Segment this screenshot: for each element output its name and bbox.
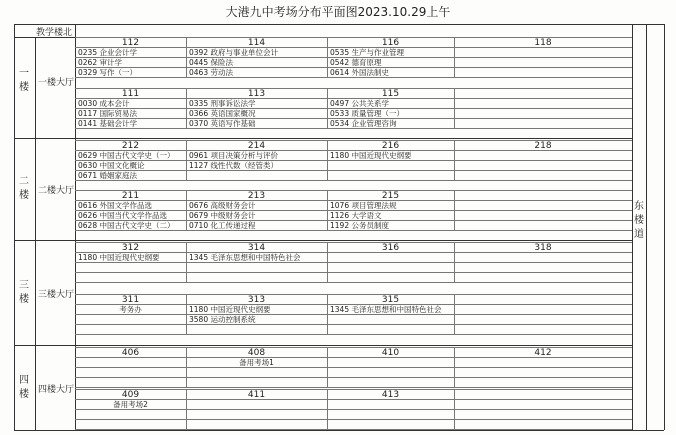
floor-col-line [35,37,36,430]
room-number: 212 [121,141,140,151]
floor-label: 二楼 [19,176,29,201]
floor-label: 一楼 [19,68,29,93]
room-number: 411 [247,389,266,400]
exam-subject: 0463 劳动法 [189,68,233,77]
hall-label: 三楼大厅 [38,289,75,300]
row-line [75,230,632,231]
exam-subject: 0542 德育原理 [330,58,382,67]
exam-subject: 0614 外国法制史 [330,68,389,77]
room-number: 312 [121,243,140,253]
exam-subject: 0235 企业会计学 [78,48,137,57]
room-number: 111 [121,88,140,99]
floor-separator [14,240,632,241]
row-line [75,419,632,420]
row-line [75,262,632,263]
row-line [75,160,632,161]
exam-subject: 0961 项目决策分析与评价 [189,151,278,160]
room-number: 115 [381,88,400,99]
exam-subject: 0628 中国古代文学史（二） [78,221,175,230]
floor-separator [14,138,632,139]
exam-subject: 1192 公务员制度 [330,221,389,230]
exam-subject: 0262 审计学 [78,58,122,67]
exam-subject: 0366 英语国家概况 [189,108,256,118]
room-number: 406 [121,348,140,358]
room-number: 412 [534,348,552,358]
exam-subject: 1180 中国近现代史纲要 [78,253,160,262]
exam-subject: 0534 企业管理咨询 [330,118,397,128]
room-number: 114 [247,38,266,48]
corridor-right-line [646,24,647,430]
room-number: 211 [121,191,140,201]
exam-subject: 1180 中国近现代史纲要 [330,151,412,160]
exam-subject: 0141 基础会计学 [78,118,137,128]
hall-col-line [75,24,76,430]
exam-subject: 1127 线性代数（经管类） [189,161,278,170]
floor-label: 三楼 [19,279,29,305]
room-number: 315 [381,294,400,305]
exam-subject: 0030 成本会计 [78,98,130,108]
hall-label: 一楼大厅 [38,78,75,88]
floor-separator [14,345,632,346]
exam-subject: 0497 公共关系学 [330,98,389,108]
room-number: 318 [534,243,552,253]
room-number: 311 [121,294,140,305]
room-number: 216 [381,141,400,151]
row-line [75,314,632,315]
row-line [75,180,632,181]
room-number: 409 [121,389,140,400]
hall-label: 二楼大厅 [38,186,75,196]
exam-subject: 0671 婚姻家庭法 [78,171,137,180]
row-line [75,128,632,129]
exam-subject: 1076 项目管理法规 [330,201,397,210]
room-number: 408 [247,348,266,358]
exam-subject: 0533 质量管理（一） [330,108,404,118]
row-line [75,409,632,410]
room-number: 313 [247,294,266,305]
exam-subject: 0710 化工传递过程 [189,221,256,230]
room-number: 118 [534,38,552,48]
exam-subject: 0370 英语写作基础 [189,118,256,128]
row-line [75,367,632,368]
exam-subject: 0535 生产与作业管理 [330,48,404,57]
row-line [75,429,632,430]
room-number: 215 [381,191,400,201]
col-line [454,88,455,128]
exam-subject: 0445 保险法 [189,58,233,67]
col-line [454,294,455,334]
frame-left [14,24,15,430]
exam-subject: 1345 毛泽东思想和中国特色社会 [330,304,442,314]
exam-subject: 考务办 [119,304,142,314]
exam-subject: 0626 中国当代文学作品选 [78,211,167,220]
room-number: 410 [381,348,400,358]
room-number: 112 [121,38,140,48]
exam-subject: 备用考场2 [113,399,148,409]
row-line [75,272,632,273]
east-corridor-label: 东楼道 [634,201,644,240]
room-number: 218 [534,141,552,151]
room-number: 213 [247,191,266,201]
exam-subject: 备用考场1 [239,358,274,367]
frame-bottom [14,430,664,431]
exam-subject: 0117 国际贸易法 [78,108,137,118]
hall-label: 四楼大厅 [38,384,75,395]
frame-right [664,24,665,430]
building-label: 教学楼北 [36,28,73,38]
exam-subject: 0392 政府与事业单位会计 [189,48,278,57]
exam-subject: 0676 高级财务会计 [189,201,256,210]
exam-subject: 1126 大学语文 [330,211,382,220]
page-title: 大港九中考场分布平面图2023.10.29上午 [225,5,451,19]
room-number: 413 [381,389,400,400]
row-line [75,324,632,325]
exam-subject: 3580 运动控制系统 [189,314,256,324]
exam-subject: 1345 毛泽东思想和中国特色社会 [189,253,301,262]
col-line [454,190,455,230]
row-line [75,282,632,283]
room-number: 116 [381,38,400,48]
exam-subject: 1180 中国近现代史纲要 [189,304,271,314]
room-number: 113 [247,88,266,99]
col-line [454,389,455,429]
exam-subject: 0335 刑事诉讼法学 [189,98,256,108]
floor-label: 四楼 [19,374,29,400]
exam-subject: 0329 写作（一） [78,68,137,77]
exam-subject: 0616 外国文学作品选 [78,201,152,210]
row-line [75,334,632,335]
room-number: 316 [381,243,400,253]
room-number: 214 [247,141,266,151]
exam-subject: 0630 中国文化概论 [78,161,145,170]
room-number: 314 [247,243,266,253]
row-line [75,77,632,78]
row-line [75,377,632,378]
frame-top [14,24,664,25]
exam-subject: 0629 中国古代文学史（一） [78,151,175,160]
exam-subject: 0679 中级财务会计 [189,211,256,220]
row-line [75,170,632,171]
